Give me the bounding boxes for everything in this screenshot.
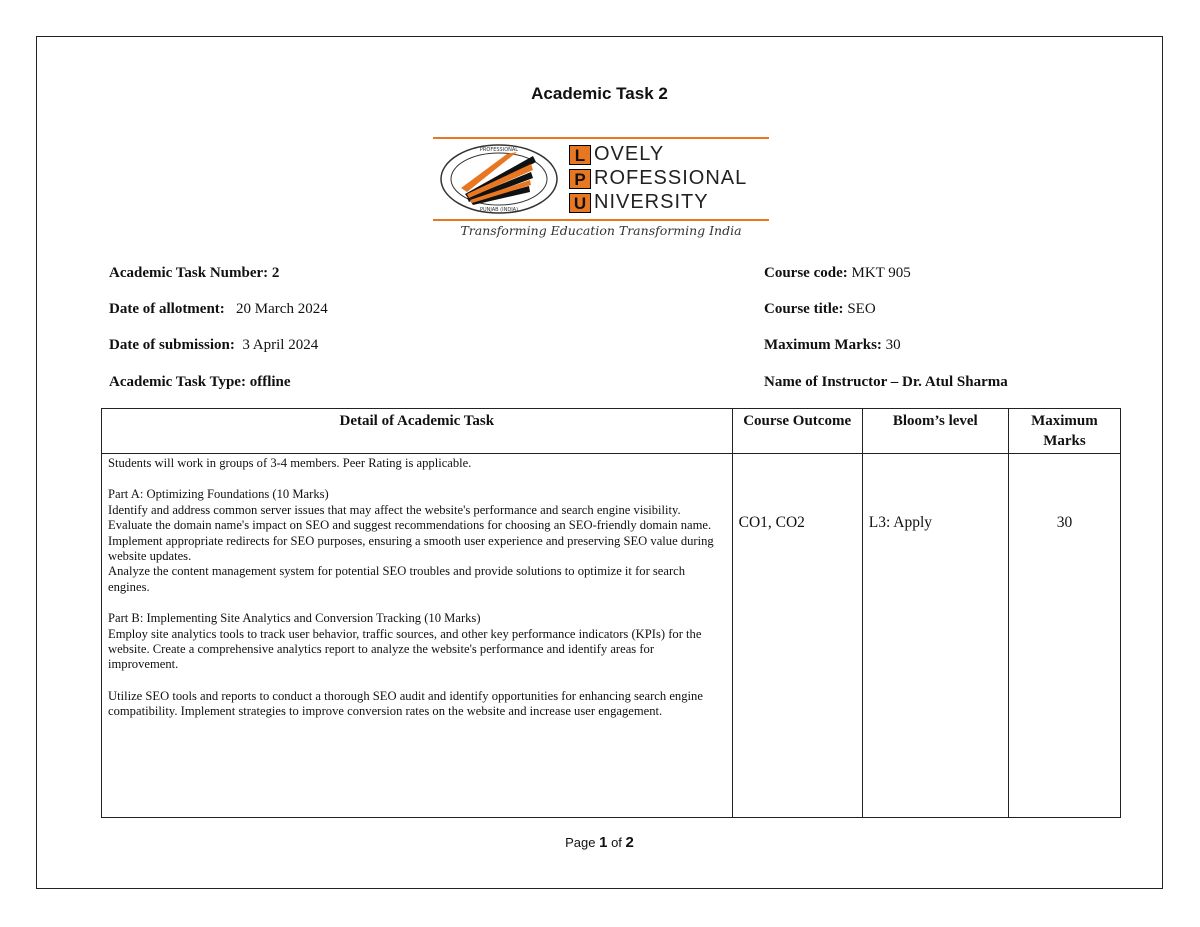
part-b-item: Employ site analytics tools to track user behavior, traffic sources, and other key performance indicators (KPIs) for the website. Create a comprehensive analytics report to analyze the website's performance and identify areas for improvement.: [108, 626, 702, 672]
instructor-name: [764, 374, 1008, 391]
wordmark-row-university: [569, 191, 747, 214]
max-marks-label: Maximum Marks:: [764, 337, 882, 353]
task-type: [109, 374, 291, 391]
task-number: [109, 265, 279, 282]
maximum-marks: [764, 337, 901, 354]
university-logo: [433, 137, 769, 245]
wordmark-text: ROFESSIONAL: [594, 167, 748, 189]
course-code: [764, 265, 911, 282]
course-code-label: Course code:: [764, 265, 848, 281]
university-wordmark: [569, 143, 747, 215]
wordmark-text: NIVERSITY: [594, 191, 709, 213]
footer-page-current: 1: [599, 834, 608, 851]
submission-value: 3 April 2024: [242, 337, 319, 353]
date-of-allotment: [109, 301, 328, 318]
part-a-item: Analyze the content management system for potential SEO troubles and provide solutions to optimize it for search engines.: [108, 564, 686, 594]
blooms-level-cell: L3: Apply: [862, 454, 1008, 818]
allotment-label: Date of allotment:: [109, 301, 225, 317]
svg-text:PUNJAB (INDIA): PUNJAB (INDIA): [479, 207, 519, 213]
allotment-value: 20 March 2024: [236, 301, 328, 317]
footer-of-word: of: [611, 835, 622, 850]
wordmark-row-professional: [569, 167, 747, 190]
table-header-row: [102, 409, 1121, 454]
university-seal-icon: [437, 142, 561, 216]
part-a-heading: Part A: Optimizing Foundations (10 Marks): [108, 487, 329, 502]
course-outcome-cell: CO1, CO2: [732, 454, 862, 818]
part-a-item: Evaluate the domain name's impact on SEO and suggest recommendations for choosing an SEO-friendly domain name. Implement appropriate redirects for SEO purposes, ensuring a smooth user experience and preserving SEO value during website updates.: [108, 518, 714, 564]
header-maximum-marks: Maximum Marks: [1008, 409, 1120, 454]
wordmark-letter-box: P: [569, 169, 591, 189]
course-title-label: Course title:: [764, 301, 844, 317]
task-detail-cell: [102, 454, 733, 818]
header-course-outcome: Course Outcome: [732, 409, 862, 454]
part-b-heading: Part B: Implementing Site Analytics and Conversion Tracking (10 Marks): [108, 611, 481, 626]
part-a-item: Identify and address common server issues that may affect the website's performance and search engine visibility.: [108, 502, 681, 517]
page-footer: [37, 834, 1162, 851]
document-page: [36, 36, 1163, 889]
wordmark-row-lovely: [569, 143, 747, 166]
footer-page-word: Page: [565, 835, 596, 850]
footer-page-total: 2: [625, 834, 634, 851]
wordmark-letter-box: L: [569, 145, 591, 165]
max-marks-value: 30: [885, 337, 901, 353]
logo-rule-top: [433, 137, 769, 139]
task-number-label: Academic Task Number: 2: [109, 265, 280, 281]
logo-tagline: Transforming Education Transforming India: [460, 223, 742, 238]
header-detail: Detail of Academic Task: [102, 409, 733, 454]
wordmark-letter-box: U: [569, 193, 591, 213]
course-title: [764, 301, 876, 318]
table-row: [102, 454, 1121, 818]
academic-task-table: [101, 408, 1121, 818]
course-code-value: MKT 905: [851, 265, 911, 281]
task-detail-intro: Students will work in groups of 3-4 members. Peer Rating is applicable.: [108, 456, 472, 470]
wordmark-text: OVELY: [594, 143, 665, 165]
submission-label: Date of submission:: [109, 337, 235, 353]
task-type-label: Academic Task Type: offline: [109, 374, 291, 390]
header-blooms-level: Bloom’s level: [862, 409, 1008, 454]
part-b-item: Utilize SEO tools and reports to conduct a thorough SEO audit and identify opportunities for enhancing search engine compatibility. Implement strategies to improve conversion rates on the website and increase user engagement.: [108, 688, 703, 719]
date-of-submission: [109, 337, 318, 354]
svg-text:PROFESSIONAL: PROFESSIONAL: [479, 147, 519, 153]
document-title: Academic Task 2: [531, 84, 668, 103]
maximum-marks-cell: 30: [1008, 454, 1120, 818]
course-title-value: SEO: [847, 301, 876, 317]
instructor-label: Name of Instructor – Dr. Atul Sharma: [764, 374, 1008, 390]
logo-rule-bottom: [433, 219, 769, 221]
